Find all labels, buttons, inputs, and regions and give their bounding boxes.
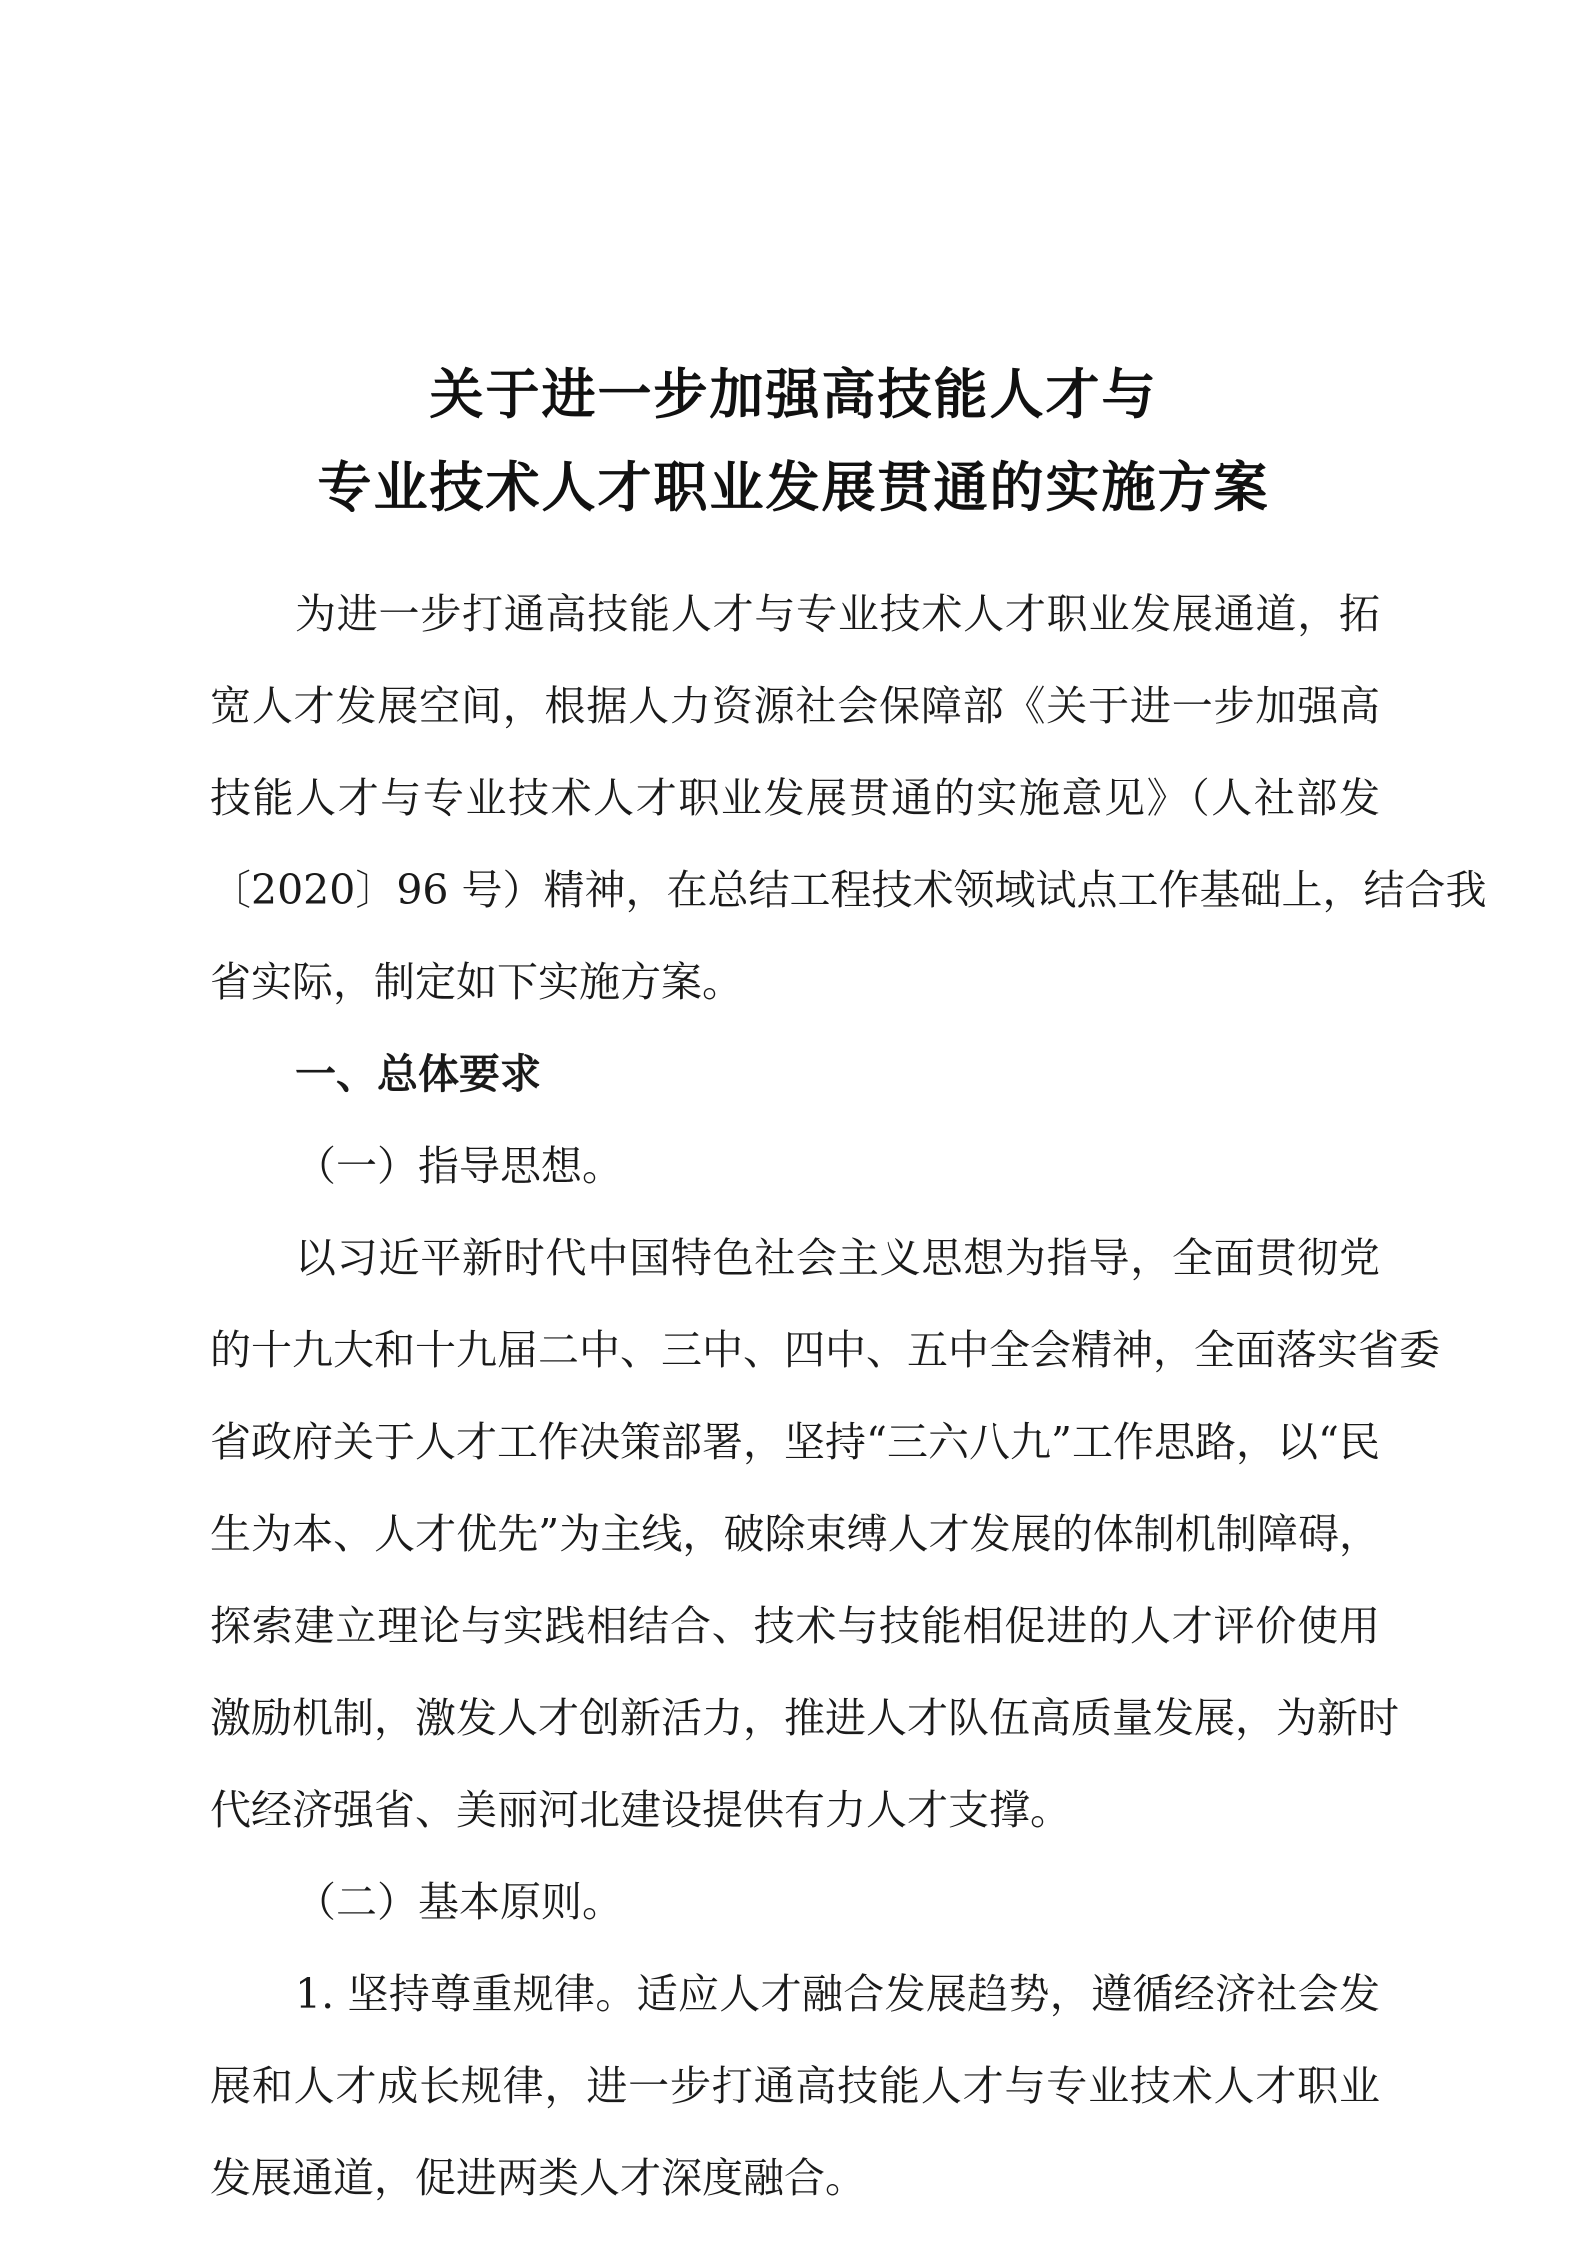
body-line: 技能人才与专业技术人才职业发展贯通的实施意见》（人社部发 xyxy=(210,774,1380,822)
section-heading: 一、总体要求 xyxy=(295,1050,541,1098)
subsection-heading: （一）指导思想。 xyxy=(295,1142,623,1190)
body-line: 的十九大和十九届二中、三中、四中、五中全会精神，全面落实省委 xyxy=(210,1326,1440,1374)
body-line: 生为本、人才优先”为主线，破除束缚人才发展的体制机制障碍， xyxy=(210,1510,1380,1558)
document-title-line-2: 专业技术人才职业发展贯通的实施方案 xyxy=(317,455,1270,519)
subsection-heading: （二）基本原则。 xyxy=(295,1878,623,1926)
body-line: 探索建立理论与实践相结合、技术与技能相促进的人才评价使用 xyxy=(210,1602,1380,1650)
body-line: 省政府关于人才工作决策部署，坚持“三六八九”工作思路，以“民 xyxy=(210,1418,1380,1466)
body-line: 激励机制，激发人才创新活力，推进人才队伍高质量发展，为新时 xyxy=(210,1694,1399,1742)
body-line: 发展通道，促进两类人才深度融合。 xyxy=(210,2154,866,2202)
body-line: 以习近平新时代中国特色社会主义思想为指导，全面贯彻党 xyxy=(295,1234,1380,1282)
body-line: 1. 坚持尊重规律。适应人才融合发展趋势，遵循经济社会发 xyxy=(295,1970,1380,2018)
document-title-line-1: 关于进一步加强高技能人才与 xyxy=(429,362,1158,426)
body-line: 〔2020〕96 号）精神，在总结工程技术领域试点工作基础上，结合我 xyxy=(210,866,1487,914)
body-line: 代经济强省、美丽河北建设提供有力人才支撑。 xyxy=(210,1786,1071,1834)
body-line: 展和人才成长规律，进一步打通高技能人才与专业技术人才职业 xyxy=(210,2062,1380,2110)
body-line: 为进一步打通高技能人才与专业技术人才职业发展通道，拓 xyxy=(295,590,1380,638)
body-line: 省实际，制定如下实施方案。 xyxy=(210,958,743,1006)
body-line: 宽人才发展空间，根据人力资源社会保障部《关于进一步加强高 xyxy=(210,682,1380,730)
